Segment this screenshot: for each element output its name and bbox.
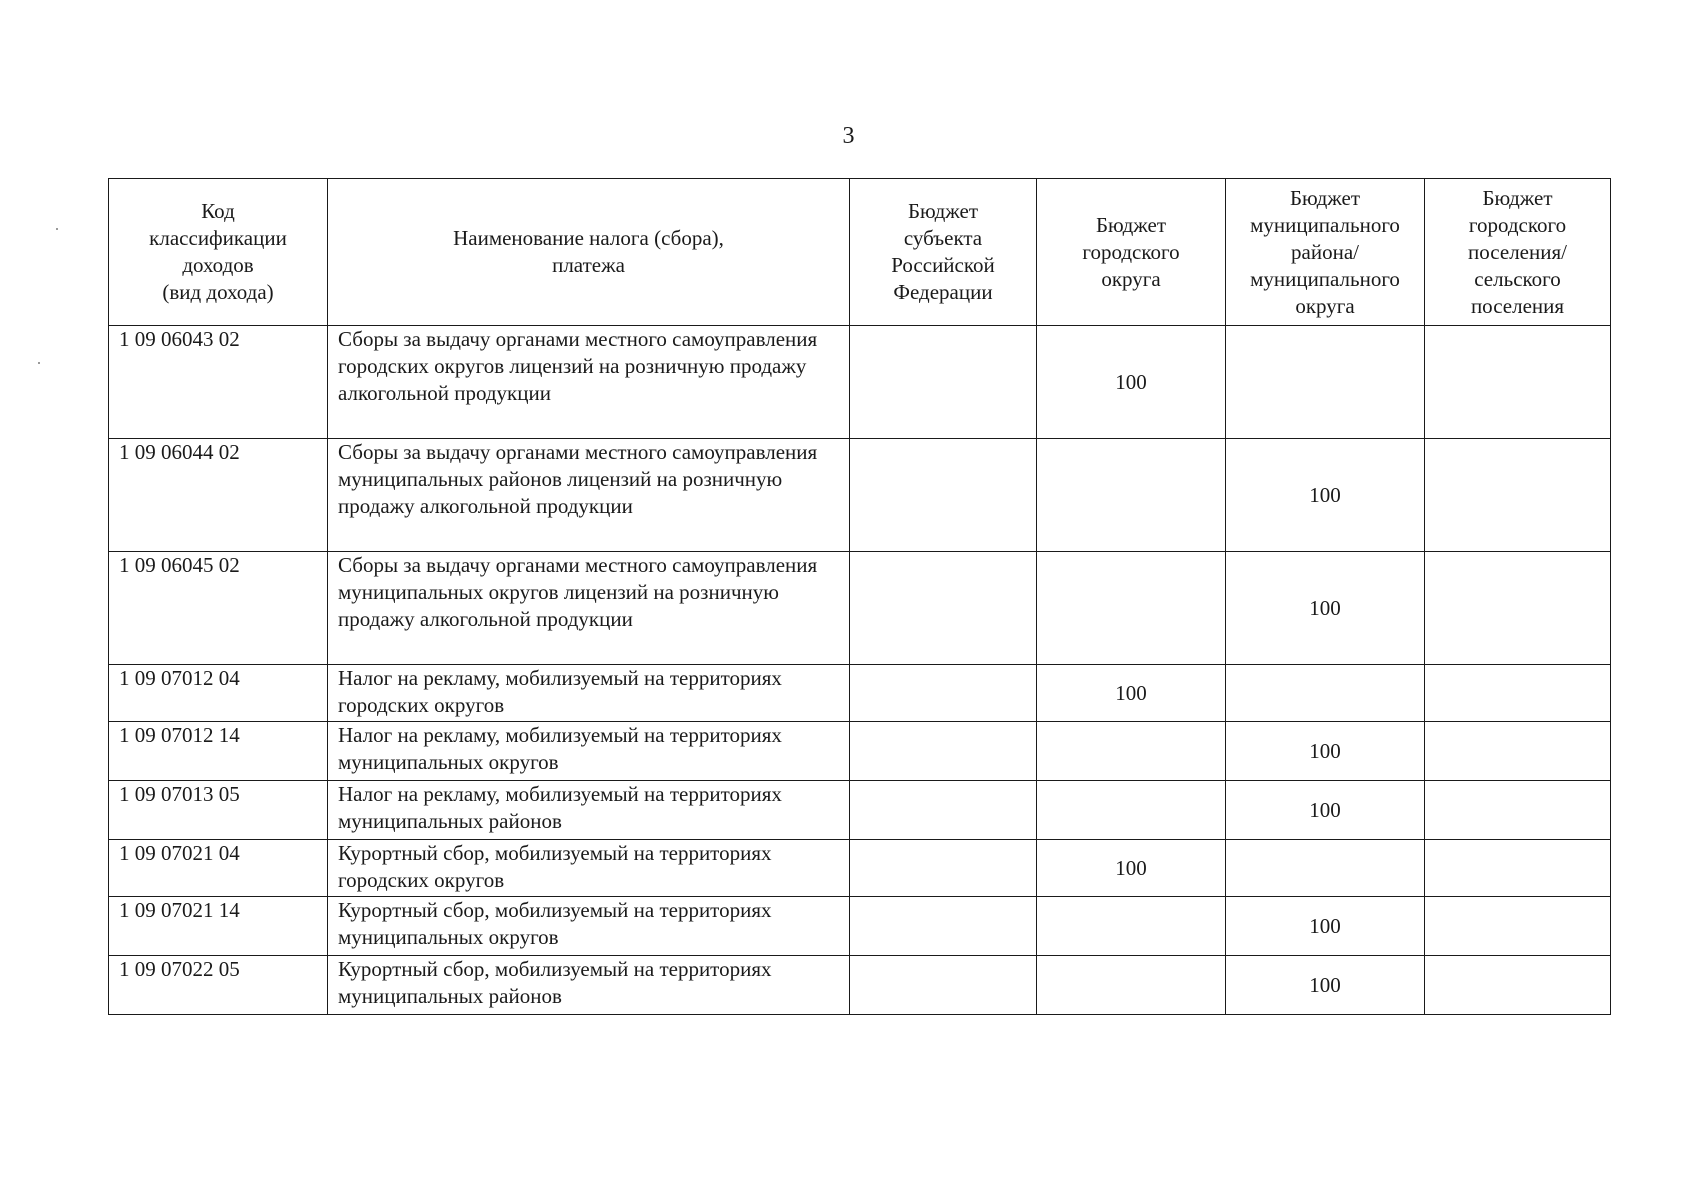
table-row	[109, 439, 1611, 552]
cell-municipal-district: 100	[1226, 439, 1425, 552]
cell-settlement	[1425, 897, 1611, 956]
cell-settlement	[1425, 665, 1611, 722]
header-municipal-district-budget	[1226, 179, 1425, 326]
cell-name: Курортный сбор, мобилизуемый на территориях муниципальных районов	[328, 956, 850, 1015]
table-row	[109, 326, 1611, 439]
cell-city-district	[1037, 956, 1226, 1015]
cell-name: Сборы за выдачу органами местного самоуправления муниципальных округов лицензий на розничную продажу алкогольной продукции	[328, 552, 850, 665]
cell-city-district	[1037, 552, 1226, 665]
header-line: субъекта	[903, 226, 983, 250]
cell-municipal-district	[1226, 665, 1425, 722]
cell-settlement	[1425, 840, 1611, 897]
cell-subject	[850, 552, 1037, 665]
header-line: сельского	[1474, 266, 1561, 291]
cell-subject	[850, 722, 1037, 781]
cell-name: Налог на рекламу, мобилизуемый на территориях городских округов	[328, 665, 850, 722]
cell-code: 1 09 06043 02	[109, 326, 328, 439]
cell-city-district: 100	[1037, 665, 1226, 722]
header-line: Код	[201, 199, 235, 223]
cell-subject	[850, 439, 1037, 552]
cell-name: Сборы за выдачу органами местного самоуправления городских округов лицензий на розничную продажу алкогольной продукции	[328, 326, 850, 439]
header-line: Бюджет	[1289, 185, 1361, 210]
table-row	[109, 781, 1611, 840]
table-row	[109, 897, 1611, 956]
cell-subject	[850, 326, 1037, 439]
cell-code: 1 09 07012 14	[109, 722, 328, 781]
cell-settlement	[1425, 722, 1611, 781]
cell-municipal-district: 100	[1226, 956, 1425, 1015]
header-line: доходов	[182, 253, 254, 277]
cell-settlement	[1425, 956, 1611, 1015]
cell-name: Курортный сбор, мобилизуемый на территориях муниципальных округов	[328, 897, 850, 956]
header-line: поселения/	[1468, 239, 1567, 264]
table-row	[109, 665, 1611, 722]
cell-municipal-district	[1226, 326, 1425, 439]
cell-settlement	[1425, 781, 1611, 840]
cell-name: Курортный сбор, мобилизуемый на территориях городских округов	[328, 840, 850, 897]
header-line: Бюджет	[1482, 185, 1553, 210]
cell-code: 1 09 07021 14	[109, 897, 328, 956]
cell-city-district: 100	[1037, 326, 1226, 439]
cell-code: 1 09 07021 04	[109, 840, 328, 897]
cell-city-district: 100	[1037, 840, 1226, 897]
header-line: Российской	[891, 253, 995, 277]
header-line: района/	[1291, 239, 1359, 264]
cell-municipal-district	[1226, 840, 1425, 897]
header-line: (вид дохода)	[162, 280, 274, 304]
header-line: муниципального	[1250, 212, 1400, 237]
header-line: поселения	[1470, 293, 1565, 318]
cell-municipal-district: 100	[1226, 552, 1425, 665]
header-line: муниципального	[1250, 266, 1400, 291]
table-header-row	[109, 179, 1611, 326]
page-number: 3	[842, 123, 855, 149]
header-line: городского	[1468, 212, 1567, 237]
table-row	[109, 552, 1611, 665]
table-row	[109, 722, 1611, 781]
scan-speck	[56, 228, 58, 230]
cell-name: Сборы за выдачу органами местного самоуправления муниципальных районов лицензий на розничную продажу алкогольной продукции	[328, 439, 850, 552]
header-tax-name	[328, 179, 850, 326]
cell-code: 1 09 06044 02	[109, 439, 328, 552]
table-row	[109, 840, 1611, 897]
header-line: платежа	[552, 253, 625, 277]
cell-code: 1 09 07013 05	[109, 781, 328, 840]
cell-settlement	[1425, 552, 1611, 665]
cell-city-district	[1037, 439, 1226, 552]
header-line: городского	[1082, 239, 1180, 264]
cell-code: 1 09 07012 04	[109, 665, 328, 722]
header-subject-budget	[850, 179, 1037, 326]
cell-subject	[850, 781, 1037, 840]
cell-name: Налог на рекламу, мобилизуемый на территориях муниципальных округов	[328, 722, 850, 781]
cell-subject	[850, 956, 1037, 1015]
cell-municipal-district: 100	[1226, 897, 1425, 956]
cell-code: 1 09 07022 05	[109, 956, 328, 1015]
header-line: Бюджет	[1095, 212, 1167, 237]
cell-name: Налог на рекламу, мобилизуемый на территориях муниципальных районов	[328, 781, 850, 840]
cell-city-district	[1037, 722, 1226, 781]
cell-settlement	[1425, 326, 1611, 439]
cell-city-district	[1037, 897, 1226, 956]
cell-subject	[850, 840, 1037, 897]
header-line: классификации	[149, 226, 287, 250]
scan-speck	[38, 362, 40, 364]
cell-municipal-district: 100	[1226, 781, 1425, 840]
header-revenue-code	[109, 179, 328, 326]
header-settlement-budget	[1425, 179, 1611, 326]
header-line: округа	[1295, 293, 1355, 318]
cell-settlement	[1425, 439, 1611, 552]
cell-subject	[850, 665, 1037, 722]
header-line: Бюджет	[907, 199, 979, 223]
header-line: Наименование налога (сбора),	[453, 226, 724, 250]
header-city-district-budget	[1037, 179, 1226, 326]
table-row	[109, 956, 1611, 1015]
cell-city-district	[1037, 781, 1226, 840]
header-line: округа	[1101, 266, 1161, 291]
revenue-distribution-table	[108, 178, 1611, 1015]
cell-code: 1 09 06045 02	[109, 552, 328, 665]
header-line: Федерации	[893, 280, 993, 304]
cell-subject	[850, 897, 1037, 956]
cell-municipal-district: 100	[1226, 722, 1425, 781]
